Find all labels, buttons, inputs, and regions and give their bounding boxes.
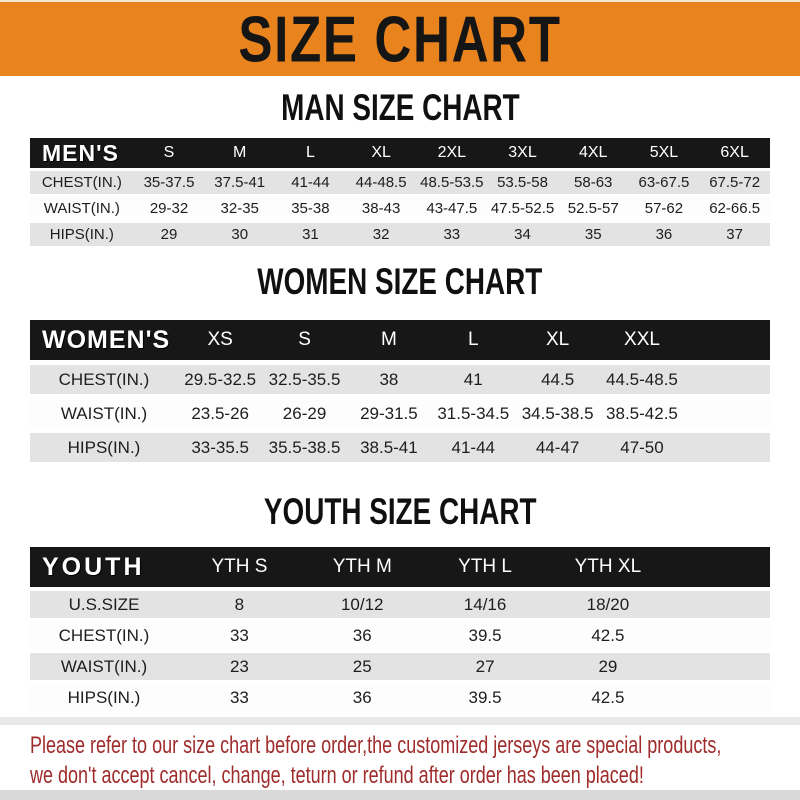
measurement-row — [30, 622, 770, 649]
youth-size-section — [0, 493, 800, 715]
footer-line-2: we don't accept cancel, change, teturn or refund after order has been placed! — [30, 762, 644, 789]
youth-size-heading-text: YOUTH SIZE CHART — [263, 491, 537, 533]
band-filler — [684, 320, 770, 360]
row-label: HIPS(IN.) — [30, 223, 134, 246]
measurement-value: 29 — [546, 653, 669, 680]
banner — [0, 0, 800, 76]
women-table-body — [30, 365, 770, 462]
footer-line-1: Please refer to our size chart before order,the customized jerseys are special products, — [30, 732, 722, 759]
size-column-header: M — [347, 320, 431, 360]
youth-size-table — [30, 543, 770, 715]
measurement-value: 48.5-53.5 — [416, 171, 487, 194]
row-label: WAIST(IN.) — [30, 399, 178, 428]
man-size-heading — [0, 89, 800, 127]
measurement-value: 8 — [178, 591, 301, 618]
measurement-value: 33 — [178, 622, 301, 649]
man-size-heading-text: MAN SIZE CHART — [280, 87, 520, 129]
measurement-value: 37.5-41 — [204, 171, 275, 194]
measurement-row — [30, 684, 770, 711]
measurement-value: 36 — [301, 684, 424, 711]
measurement-value: 29.5-32.5 — [178, 365, 262, 394]
row-filler — [684, 365, 770, 394]
women-table-label: WOMEN'S — [30, 320, 178, 360]
measurement-value: 31.5-34.5 — [431, 399, 515, 428]
men-table-body — [30, 171, 770, 246]
measurement-value: 18/20 — [546, 591, 669, 618]
size-column-header: L — [275, 138, 346, 168]
size-column-header: YTH L — [424, 547, 547, 587]
row-label: U.S.SIZE — [30, 591, 178, 618]
size-column-header: S — [262, 320, 346, 360]
man-size-section — [0, 89, 800, 249]
measurement-value: 52.5-57 — [558, 197, 629, 220]
size-column-header: XL — [515, 320, 599, 360]
row-filler — [684, 433, 770, 462]
youth-header-row — [30, 547, 770, 587]
band-filler — [669, 547, 770, 587]
youth-table-label: YOUTH — [30, 547, 178, 587]
women-header-row — [30, 320, 770, 360]
measurement-value: 58-63 — [558, 171, 629, 194]
measurement-value: 47.5-52.5 — [487, 197, 558, 220]
row-label: HIPS(IN.) — [30, 684, 178, 711]
row-filler — [669, 591, 770, 618]
women-size-section — [0, 263, 800, 467]
men-header-row — [30, 138, 770, 168]
row-filler — [684, 399, 770, 428]
row-filler — [669, 653, 770, 680]
measurement-value: 35-37.5 — [134, 171, 205, 194]
youth-table-body — [30, 591, 770, 711]
divider-strip — [0, 717, 800, 725]
row-label: HIPS(IN.) — [30, 433, 178, 462]
measurement-value: 53.5-58 — [487, 171, 558, 194]
men-table-label: MEN'S — [30, 138, 134, 168]
row-label: CHEST(IN.) — [30, 622, 178, 649]
women-size-heading-text: WOMEN SIZE CHART — [257, 261, 543, 303]
measurement-value: 36 — [301, 622, 424, 649]
size-column-header: 3XL — [487, 138, 558, 168]
measurement-value: 43-47.5 — [416, 197, 487, 220]
measurement-value: 39.5 — [424, 622, 547, 649]
measurement-value: 37 — [699, 223, 770, 246]
size-column-header: XS — [178, 320, 262, 360]
measurement-value: 31 — [275, 223, 346, 246]
row-label: CHEST(IN.) — [30, 365, 178, 394]
row-filler — [669, 622, 770, 649]
size-column-header: L — [431, 320, 515, 360]
measurement-value: 62-66.5 — [699, 197, 770, 220]
row-label: WAIST(IN.) — [30, 653, 178, 680]
measurement-value: 30 — [204, 223, 275, 246]
row-label: CHEST(IN.) — [30, 171, 134, 194]
measurement-value: 34 — [487, 223, 558, 246]
measurement-value: 38 — [347, 365, 431, 394]
measurement-row — [30, 433, 770, 462]
measurement-row — [30, 399, 770, 428]
measurement-value: 38.5-41 — [347, 433, 431, 462]
measurement-value: 38-43 — [346, 197, 417, 220]
measurement-value: 32 — [346, 223, 417, 246]
row-label: WAIST(IN.) — [30, 197, 134, 220]
measurement-value: 35 — [558, 223, 629, 246]
measurement-row — [30, 171, 770, 194]
measurement-value: 26-29 — [262, 399, 346, 428]
measurement-value: 14/16 — [424, 591, 547, 618]
measurement-value: 63-67.5 — [629, 171, 700, 194]
measurement-value: 41 — [431, 365, 515, 394]
measurement-value: 42.5 — [546, 622, 669, 649]
measurement-value: 41-44 — [431, 433, 515, 462]
men-size-table — [30, 135, 770, 249]
measurement-value: 33 — [178, 684, 301, 711]
measurement-value: 29 — [134, 223, 205, 246]
measurement-value: 39.5 — [424, 684, 547, 711]
women-size-table — [30, 315, 770, 467]
measurement-value: 67.5-72 — [699, 171, 770, 194]
measurement-value: 33-35.5 — [178, 433, 262, 462]
size-column-header: YTH XL — [546, 547, 669, 587]
measurement-value: 44-47 — [515, 433, 599, 462]
measurement-value: 41-44 — [275, 171, 346, 194]
measurement-row — [30, 591, 770, 618]
measurement-value: 44.5-48.5 — [600, 365, 684, 394]
measurement-value: 42.5 — [546, 684, 669, 711]
women-size-heading — [0, 263, 800, 301]
size-column-header: 2XL — [416, 138, 487, 168]
measurement-value: 44-48.5 — [346, 171, 417, 194]
size-column-header: 6XL — [699, 138, 770, 168]
youth-size-heading — [0, 493, 800, 531]
size-column-header: XXL — [600, 320, 684, 360]
bottom-strip — [0, 790, 800, 800]
measurement-value: 36 — [629, 223, 700, 246]
size-column-header: S — [134, 138, 205, 168]
row-filler — [669, 684, 770, 711]
measurement-value: 57-62 — [629, 197, 700, 220]
measurement-value: 10/12 — [301, 591, 424, 618]
measurement-value: 32-35 — [204, 197, 275, 220]
measurement-value: 35-38 — [275, 197, 346, 220]
size-column-header: 4XL — [558, 138, 629, 168]
measurement-row — [30, 653, 770, 680]
measurement-value: 29-31.5 — [347, 399, 431, 428]
measurement-value: 27 — [424, 653, 547, 680]
measurement-row — [30, 365, 770, 394]
measurement-value: 44.5 — [515, 365, 599, 394]
measurement-value: 29-32 — [134, 197, 205, 220]
size-column-header: YTH S — [178, 547, 301, 587]
measurement-value: 25 — [301, 653, 424, 680]
measurement-row — [30, 223, 770, 246]
measurement-value: 23.5-26 — [178, 399, 262, 428]
measurement-value: 23 — [178, 653, 301, 680]
size-column-header: YTH M — [301, 547, 424, 587]
measurement-value: 47-50 — [600, 433, 684, 462]
size-column-header: XL — [346, 138, 417, 168]
measurement-value: 33 — [416, 223, 487, 246]
size-column-header: M — [204, 138, 275, 168]
measurement-row — [30, 197, 770, 220]
measurement-value: 38.5-42.5 — [600, 399, 684, 428]
banner-title: SIZE CHART — [238, 2, 562, 76]
measurement-value: 32.5-35.5 — [262, 365, 346, 394]
footer-note — [30, 731, 800, 791]
measurement-value: 35.5-38.5 — [262, 433, 346, 462]
size-column-header: 5XL — [629, 138, 700, 168]
measurement-value: 34.5-38.5 — [515, 399, 599, 428]
